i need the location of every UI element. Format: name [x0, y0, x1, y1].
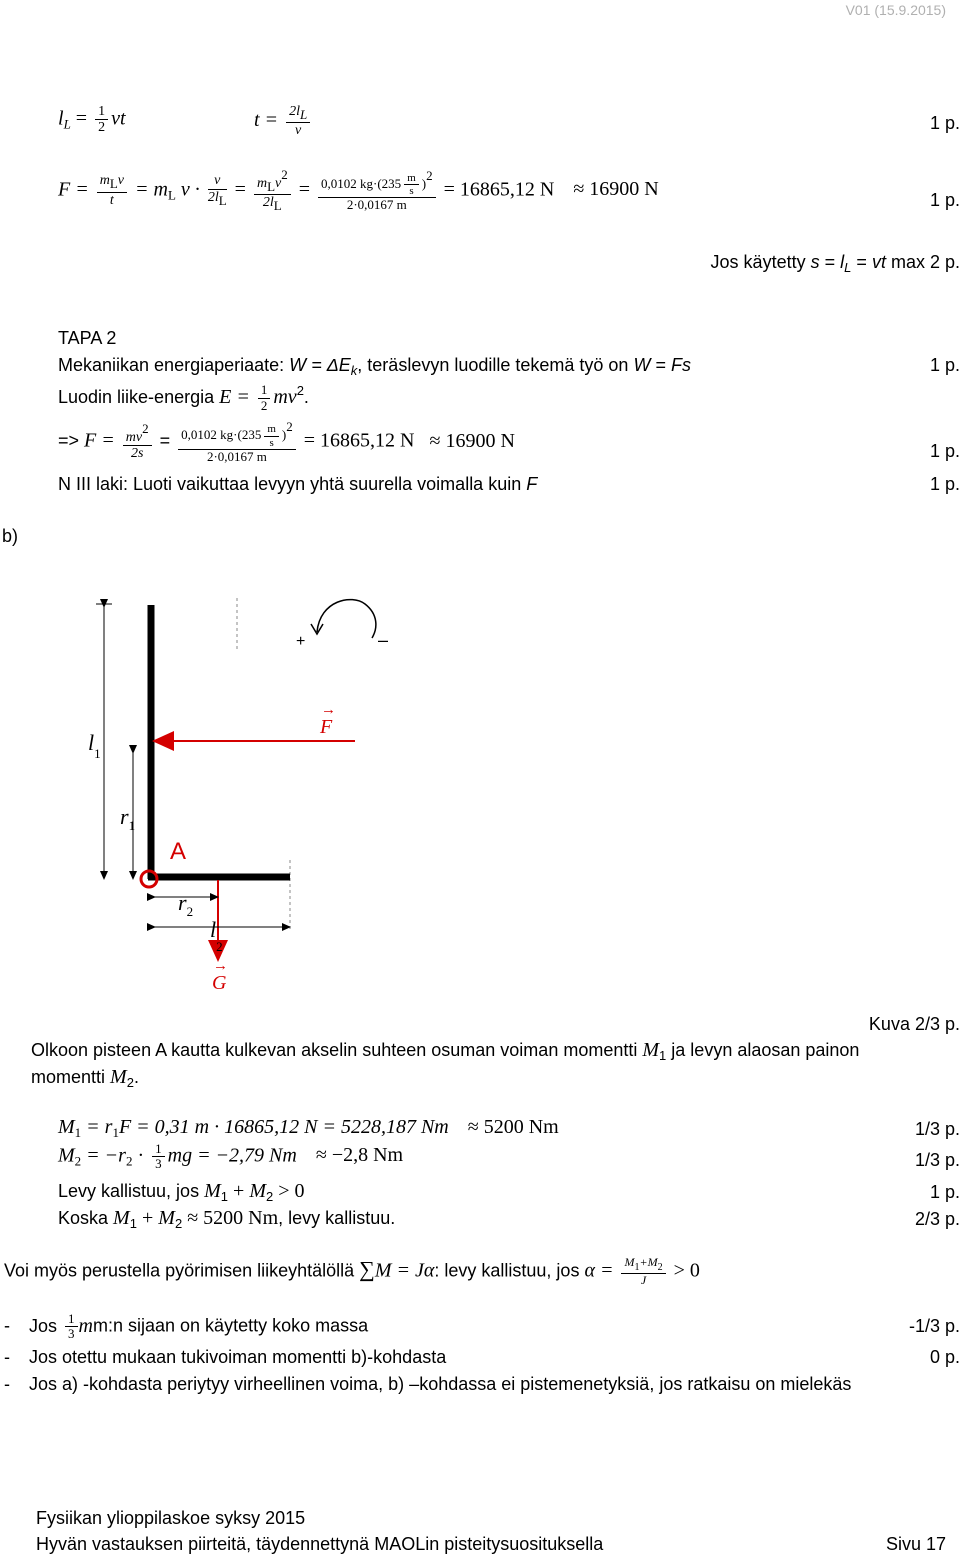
deduction-3: - Jos a) -kohdasta periytyy virheellinen voima, b) –kohdassa ei pistemenetyksiä, jos ratkaisu on mielekäs — [4, 1374, 852, 1394]
deduction-1: - Jos $\frac{1}{3}$ mm:n sijaan on käytetty koko massa — [4, 1311, 369, 1342]
points-m2: 1/3 p. — [914, 1150, 960, 1170]
l1-label: $l_1$ — [88, 730, 101, 761]
points-tapa2-line4: 1 p. — [929, 474, 960, 494]
footer-subtitle: Hyvän vastauksen piirteitä, täydennettynä MAOLin pisteitysuosituksella — [36, 1534, 604, 1554]
version-label: V01 (15.9.2015) — [845, 2, 946, 18]
figure-caption: Kuva 2/3 p. — [868, 1014, 960, 1034]
moments-intro-line2: momentti $M_2$. — [31, 1066, 139, 1090]
l2-label: $l_2$ — [210, 917, 223, 954]
rotation-arrow — [317, 600, 376, 638]
minus-sign: – — [378, 630, 389, 650]
moment-m2-equation: $M_2 = -r_2$ · $\frac{1}{3}$ mg = −2,79 Nm ≈ −2,8 Nm — [58, 1141, 404, 1172]
moment-m1-equation: $M_1 = r_1F = 0,31$ m · 16865,12 N = 5228,187 Nm ≈ 5200 Nm — [58, 1116, 559, 1140]
tapa2-line3: => F = $\frac{mv2}{2s}$ = 0,0102 kg·(235 $\frac{m}{s}$ )2 2·0,0167 m = 16865,12 N ≈ 16900 N — [58, 419, 515, 464]
equation-force: F = $\frac{\text{mLv}}{t}$ = $m_L$ v · $\frac{v}{2lL}$ = $\frac{\text{mLv2}}{2lL}$ = 0,0102 kg·(235 $\frac{m}{s}$ )2 2·0,0167 m = 16865,12 N ≈ 16900 N — [58, 167, 659, 214]
force-f-label: → F — [320, 702, 336, 738]
r1-label: $r_1$ — [120, 804, 136, 833]
tapa2-line2: Luodin liike-energia E = $\frac{1}{2}$ $mv^2$. — [58, 382, 309, 413]
tapa2-line4: N III laki: Luoti vaikuttaa levyyn yhtä suurella voimalla kuin F — [58, 474, 538, 494]
note-max-points: Jos käytetty $s = l_L$ = vt max 2 p. — [710, 252, 960, 275]
tapa2-title: TAPA 2 — [58, 328, 117, 348]
points-tip: 1 p. — [929, 1182, 960, 1202]
since-line: Koska $M_1 + M_2 \approx 5200$ Nm, levy kallistuu. — [58, 1207, 396, 1231]
points-m1: 1/3 p. — [914, 1119, 960, 1139]
footer-title: Fysiikan ylioppilaskoe syksy 2015 — [36, 1508, 306, 1528]
points-eq1: 1 p. — [929, 113, 960, 133]
weight-g-label: → G — [212, 958, 228, 994]
rotation-line: Voi myös perustella pyörimisen liikeyhtälöllä ∑M = Jα: levy kallistuu, jos α = $\frac{M_1+M_2}{J}$ > 0 — [4, 1255, 700, 1287]
deduction-1-points: -1/3 p. — [908, 1316, 960, 1336]
r2-label: $r_2$ — [178, 890, 194, 919]
lever-figure — [0, 590, 960, 1010]
part-b-label: b) — [2, 526, 19, 546]
deduction-2: - Jos otettu mukaan tukivoiman momentti b)-kohdasta — [4, 1347, 447, 1367]
footer-page: Sivu 17 — [885, 1534, 946, 1554]
tapa2-line1: Mekaniikan energiaperiaate: $W = \Delta E_k$, teräslevyn luodille tekemä työ on W = Fs — [58, 355, 692, 378]
points-tapa2-line1: 1 p. — [929, 355, 960, 375]
moments-intro-line1: Olkoon pisteen A kautta kulkevan akselin suhteen osuman voiman momentti $M_1$ ja levyn alaosan painon — [31, 1039, 860, 1063]
points-tapa2-line3: 1 p. — [929, 441, 960, 461]
equation-l-t: $l_L$ = $\frac{1}{2}$ vt — [58, 104, 126, 136]
point-a-label: A — [170, 838, 187, 865]
tip-condition: Levy kallistuu, jos $M_1 + M_2 > 0$ — [58, 1180, 305, 1204]
points-eq2: 1 p. — [929, 190, 960, 210]
deduction-2-points: 0 p. — [929, 1347, 960, 1367]
equation-t: t = $\frac{2lL}{v}$ — [254, 104, 313, 139]
points-since: 2/3 p. — [914, 1209, 960, 1229]
plus-sign: + — [296, 633, 306, 650]
